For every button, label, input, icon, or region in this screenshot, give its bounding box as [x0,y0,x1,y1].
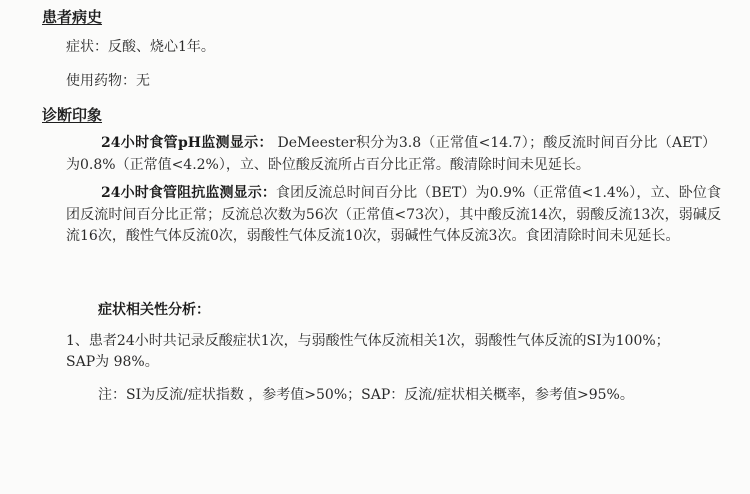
diagnosis-heading: 诊断印象 [42,106,103,124]
correlation-item-1-line-2: SAP为 98%。 [66,354,159,370]
medication-line: 使用药物：无 [66,73,150,89]
impedance-monitoring-title: 24小时食管阻抗监测显示： [101,185,276,201]
impedance-monitoring-body: 食团反流总时间百分比（BET）为0.9%（正常值<1.4%），立、卧位食团反流时间百分比正常；反流总次数为56次（正常值<73次），其中酸反流14次，弱酸反流13次，弱碱反流16次，酸性气体反流0次，弱酸性气体反流10次，弱碱性气体反流3次。食团清除时间未见延长。 [66,185,721,244]
correlation-heading: 症状相关性分析： [98,302,210,318]
correlation-item-1-line-1: 1、患者24小时共记录反酸症状1次，与弱酸性气体反流相关1次，弱酸性气体反流的SI为100%； [66,333,670,349]
ph-monitoring-title: 24小时食管pH监测显示： [101,135,273,151]
ph-monitoring-body: DeMeester积分为3.8（正常值<14.7）；酸反流时间百分比（AET）为0.8%（正常值<4.2%），立、卧位酸反流所占百分比正常。酸清除时间未见延长。 [66,135,716,173]
symptoms-line: 症状：反酸、烧心1年。 [66,39,215,55]
correlation-note: 注：SI为反流/症状指数 ，参考值>50%；SAP：反流/症状相关概率，参考值>95%。 [98,387,634,403]
ph-monitoring-paragraph [66,133,716,176]
history-heading: 患者病史 [42,8,103,26]
impedance-monitoring-paragraph [66,183,721,248]
